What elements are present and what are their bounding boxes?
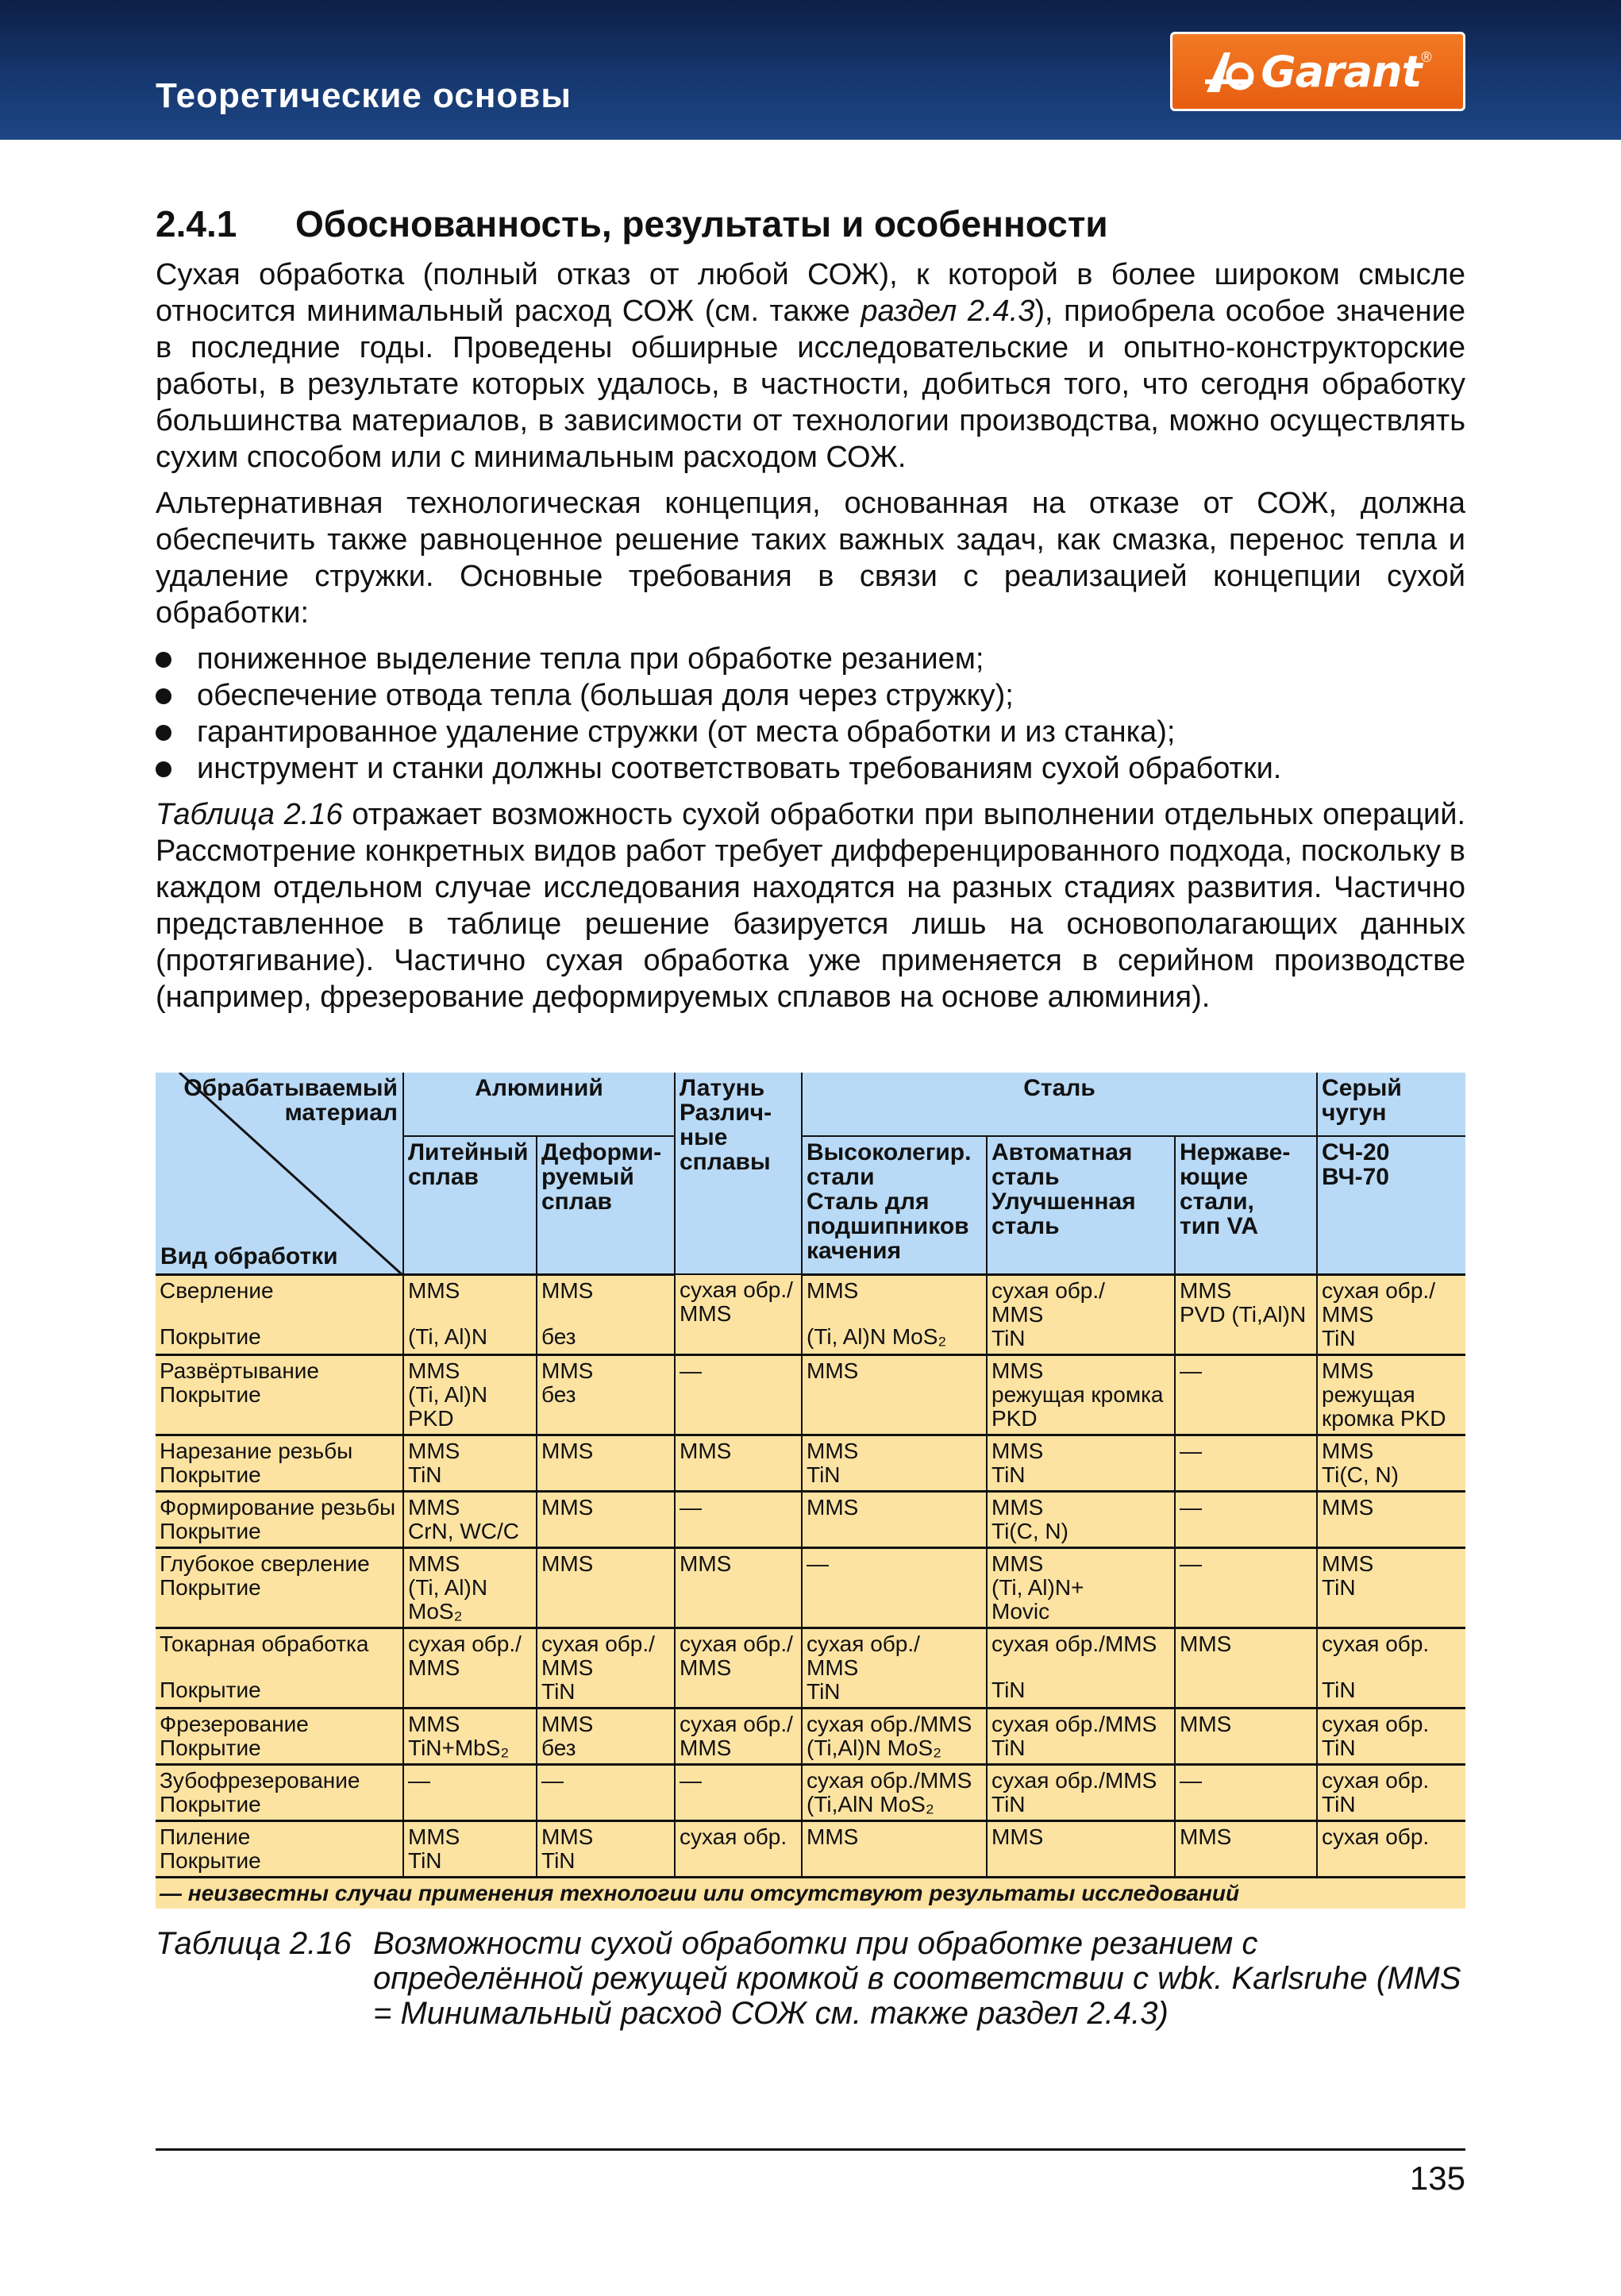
cell-line: сухая обр./ <box>1322 1277 1435 1303</box>
cell-line: Покрытие <box>160 1735 261 1760</box>
table-cell <box>403 1435 537 1491</box>
cell-line: чугун <box>1322 1100 1387 1126</box>
operation-cell <box>156 1764 403 1820</box>
table-cell <box>675 1274 802 1354</box>
cell-line: режущая кромка <box>991 1381 1164 1407</box>
cell-line: стали <box>807 1164 875 1190</box>
col-cast-alloy <box>403 1136 537 1274</box>
cell-line: Нарезание резьбы <box>160 1438 353 1463</box>
cell-line: Глубокое сверление <box>160 1551 370 1576</box>
paragraph-1-text-b: ), приобрела особое значение в последние годы. Проведены обширные исследовательские и опытно-конструкторские работы, в результате которых удалось, в частности, добиться того, что сегодня обработку большинства материалов, в зависимости от технологии производства, можно осуществлять сухим способом или с минимальным расходом СОЖ. <box>156 295 1466 474</box>
table-cell <box>1317 1628 1465 1708</box>
cell-line: MMS <box>680 1735 732 1760</box>
page-header <box>0 0 1621 140</box>
cell-line: Улучшенная <box>991 1188 1136 1215</box>
cell-line: Покрытие <box>160 1791 261 1816</box>
corner-material-label <box>183 1076 398 1125</box>
cell-line: Покрытие <box>160 1381 261 1407</box>
cell-line: — <box>807 1551 829 1576</box>
cell-line: MMS <box>408 1494 460 1520</box>
table-cell <box>403 1547 537 1628</box>
cell-line: сплав <box>408 1164 479 1190</box>
table-cell <box>987 1354 1175 1435</box>
operation-cell <box>156 1628 403 1708</box>
cell-line: сплавы <box>680 1149 771 1175</box>
table-row <box>156 1820 1465 1877</box>
cell-line: TiN <box>991 1677 1026 1702</box>
cell-line: подшипников <box>807 1213 969 1239</box>
cell-line: Movic <box>991 1598 1050 1624</box>
table-cell <box>802 1820 987 1877</box>
cell-line: MMS <box>1180 1711 1232 1736</box>
cell-line: MMS <box>1322 1438 1374 1463</box>
cell-line: Литейный <box>408 1139 529 1165</box>
footer-rule <box>156 2148 1465 2151</box>
requirement-text: обеспечение отвода тепла (большая доля через стружку); <box>197 679 1014 712</box>
cell-line: без <box>541 1323 576 1349</box>
cell-line: Ti(C, N) <box>1322 1462 1399 1487</box>
paragraph-2: Альтернативная технологическая концепция, основанная на отказе от СОЖ, должна обеспечить также равноценное решение таких важных задач, как смазка, перенос тепла и удаление стружки. Основные требования в связи с реализацией концепции сухой обработки: <box>156 487 1465 630</box>
paragraph-3-text: отражает возможность сухой обработки при выполнении отдельных операций. Рассмотрение конкретных видов работ требует дифференцированного подхода, поскольку в каждом отдельном случае исследования находятся на разных стадиях развития. Частично представленное в таблице решение базируется лишь на основополагающих данных (протягивание). Частично сухая обработка уже применяется в серийном производстве (например, фрезерование деформируемых сплавов на основе алюминия). <box>156 798 1465 1014</box>
caption-label: Таблица 2.16 <box>156 1926 352 1961</box>
table-reference: Таблица 2.16 <box>156 798 343 831</box>
cell-line: Обрабатываемый <box>183 1075 398 1101</box>
operation-cell <box>156 1820 403 1877</box>
cell-line: MMS <box>408 1277 460 1303</box>
table-row <box>156 1764 1465 1820</box>
table-cell <box>1317 1820 1465 1877</box>
cell-line: (Ti, Al)N MoS₂ <box>807 1323 947 1349</box>
table-cell <box>675 1628 802 1708</box>
cell-line: TiN <box>991 1462 1026 1487</box>
table-cell <box>675 1435 802 1491</box>
cell-line: сухая обр./ <box>807 1631 920 1656</box>
table-corner-header <box>156 1073 403 1274</box>
cell-line: MMS <box>680 1438 732 1463</box>
table-cell <box>987 1435 1175 1491</box>
table-cell <box>1175 1820 1317 1877</box>
cell-line: MMS <box>408 1824 460 1849</box>
section-reference: раздел 2.4.3 <box>861 295 1035 328</box>
cell-line: Ti(C, N) <box>991 1518 1068 1543</box>
cell-line: Фрезерование <box>160 1711 309 1736</box>
cell-line: Токарная обработка <box>160 1631 369 1656</box>
cell-line: материал <box>284 1100 398 1126</box>
cell-line: режущая <box>1322 1381 1415 1407</box>
cell-line: сухая обр./ <box>991 1277 1105 1303</box>
cell-line: TiN <box>408 1462 442 1487</box>
cell-line: TiN <box>807 1678 841 1704</box>
cell-line: сухая обр./ <box>680 1711 793 1736</box>
table-caption <box>156 1926 1465 2031</box>
cell-line: сухая обр. <box>1322 1824 1430 1849</box>
cell-line <box>408 1303 532 1325</box>
table-cell <box>675 1354 802 1435</box>
paragraph-3 <box>156 796 1465 1015</box>
cell-line: — <box>1180 1438 1202 1463</box>
requirement-item <box>156 641 1465 677</box>
cell-line: TiN <box>1322 1325 1356 1350</box>
table-row <box>156 1628 1465 1708</box>
table-cell <box>1317 1354 1465 1435</box>
table-cell <box>1317 1491 1465 1547</box>
cell-line <box>541 1303 670 1325</box>
cell-line: MMS <box>991 1438 1044 1463</box>
cell-line: Сталь для <box>807 1188 930 1215</box>
page-number: 135 <box>1409 2159 1465 2197</box>
cell-line: сухая обр. <box>1322 1767 1430 1793</box>
table-cell <box>403 1354 537 1435</box>
cell-line: Пиление <box>160 1824 251 1849</box>
cell-line: сталь <box>991 1164 1060 1190</box>
col-high-alloy-steel <box>802 1136 987 1274</box>
garant-logo-icon <box>1203 48 1254 95</box>
cell-line: — <box>1180 1494 1202 1520</box>
cell-line: стали, <box>1180 1188 1254 1215</box>
table-cell <box>987 1708 1175 1764</box>
cell-line: сухая обр./ <box>680 1277 793 1302</box>
table-cell <box>987 1491 1175 1547</box>
table-cell <box>675 1764 802 1820</box>
cell-line: MMS <box>807 1824 859 1849</box>
table-cell <box>1175 1354 1317 1435</box>
table-cell <box>675 1491 802 1547</box>
cell-line: кромка PKD <box>1322 1405 1446 1431</box>
cell-line: качения <box>807 1238 902 1264</box>
cell-line: — <box>680 1767 702 1793</box>
cell-line: Нержаве- <box>1180 1139 1291 1165</box>
table-cell <box>1175 1547 1317 1628</box>
cell-line: MMS <box>680 1655 732 1680</box>
dry-machining-table <box>156 1073 1465 1909</box>
cell-line: TiN <box>807 1462 841 1487</box>
table-cell <box>987 1628 1175 1708</box>
bullet-icon <box>156 725 171 741</box>
table-row <box>156 1435 1465 1491</box>
cell-line: Автоматная <box>991 1139 1133 1165</box>
cell-line: Высоколегир. <box>807 1139 972 1165</box>
cell-line: сухая обр./ <box>680 1631 793 1656</box>
section-number: 2.4.1 <box>156 203 237 245</box>
cell-line: MMS <box>408 1358 460 1383</box>
cell-line <box>160 1303 399 1325</box>
cell-line: CrN, WC/C <box>408 1518 519 1543</box>
table-cell <box>802 1547 987 1628</box>
table-row <box>156 1491 1465 1547</box>
cell-line: Развёртывание <box>160 1358 320 1383</box>
table-row <box>156 1354 1465 1435</box>
cell-line: сухая обр. <box>1322 1631 1430 1656</box>
cell-line: сухая обр./MMS <box>991 1631 1157 1656</box>
col-aluminium: Алюминий <box>403 1073 675 1136</box>
bullet-icon <box>156 652 171 668</box>
col-steel: Сталь <box>802 1073 1317 1136</box>
cell-line: сухая обр./MMS <box>807 1767 972 1793</box>
cell-line: Покрытие <box>160 1518 261 1543</box>
cell-line: MMS <box>991 1824 1044 1849</box>
cell-line: MMS <box>991 1358 1044 1383</box>
table-cell <box>802 1274 987 1354</box>
cell-line: PVD (Ti,Al)N <box>1180 1301 1307 1327</box>
table-cell <box>1175 1628 1317 1708</box>
section-title: Обоснованность, результаты и особенности <box>295 203 1108 245</box>
cell-line: TiN <box>541 1678 576 1704</box>
cell-line: TiN <box>1322 1677 1356 1702</box>
operation-cell <box>156 1491 403 1547</box>
table-cell <box>675 1708 802 1764</box>
cell-line: Деформи- <box>541 1139 662 1165</box>
table-cell <box>1317 1547 1465 1628</box>
cell-line: СЧ-20 <box>1322 1139 1390 1165</box>
requirement-text: гарантированное удаление стружки (от места обработки и из станка); <box>197 715 1176 749</box>
operation-cell <box>156 1547 403 1628</box>
table-cell <box>1317 1764 1465 1820</box>
cell-line: Различ- <box>680 1100 772 1126</box>
garant-logo <box>1170 32 1465 111</box>
table-cell <box>675 1820 802 1877</box>
cell-line: MMS <box>1180 1824 1232 1849</box>
bullet-icon <box>156 761 171 777</box>
header-title: Теоретические основы <box>156 76 572 115</box>
table-cell <box>537 1435 675 1491</box>
cell-line: сплав <box>541 1188 612 1215</box>
cell-line: TiN+MbS₂ <box>408 1735 510 1760</box>
cell-line: MMS <box>807 1438 859 1463</box>
cell-line: сухая обр./MMS <box>991 1767 1157 1793</box>
requirements-list <box>156 641 1465 787</box>
cell-line: MMS <box>1322 1551 1374 1576</box>
table-cell <box>1175 1708 1317 1764</box>
cell-line: сухая обр./MMS <box>991 1711 1157 1736</box>
table-cell <box>403 1820 537 1877</box>
cell-line: сухая обр. <box>680 1824 787 1849</box>
cell-line: (Ti, Al)N <box>408 1381 488 1407</box>
requirement-text: пониженное выделение тепла при обработке резанием; <box>197 642 984 676</box>
table-cell <box>675 1547 802 1628</box>
table-row <box>156 1547 1465 1628</box>
table-body <box>156 1274 1465 1877</box>
cell-line: тип VA <box>1180 1213 1259 1239</box>
cell-line: — <box>1180 1358 1202 1383</box>
requirement-item <box>156 750 1465 787</box>
cell-line: MMS <box>408 1711 460 1736</box>
cell-line: сухая обр. <box>1322 1711 1430 1736</box>
cell-line: MMS <box>807 1358 859 1383</box>
cell-line: Покрытие <box>160 1323 261 1349</box>
cell-line: сухая обр./ <box>541 1631 655 1656</box>
cell-line: — <box>1180 1767 1202 1793</box>
table-cell <box>403 1628 537 1708</box>
cell-line: сталь <box>991 1213 1060 1239</box>
cell-line: MMS <box>991 1301 1044 1327</box>
table-cell <box>403 1708 537 1764</box>
cell-line: — <box>408 1767 430 1793</box>
cell-line: MMS <box>991 1551 1044 1576</box>
cell-line: MMS <box>680 1551 732 1576</box>
cell-line: ющие <box>1180 1164 1249 1190</box>
cell-line: TiN <box>1322 1574 1356 1600</box>
table-cell <box>1175 1491 1317 1547</box>
cell-line: Покрытие <box>160 1677 261 1702</box>
table-cell <box>537 1764 675 1820</box>
table-cell <box>537 1708 675 1764</box>
cell-line: (Ti, Al)N <box>408 1323 488 1349</box>
cell-line: сухая обр./ <box>408 1631 522 1656</box>
cell-line <box>1322 1656 1461 1678</box>
table-cell <box>802 1764 987 1820</box>
table-cell <box>1317 1274 1465 1354</box>
col-grey-iron-grades <box>1317 1136 1465 1274</box>
table-cell <box>1317 1435 1465 1491</box>
cell-line: MMS <box>541 1824 594 1849</box>
table-cell <box>987 1547 1175 1628</box>
paragraph-1-text-a: Сухая обработка (полный отказ от любой СОЖ), к которой в более широком смысле относится минимальный расход СОЖ (см. также <box>156 258 1465 328</box>
cell-line: Покрытие <box>160 1847 261 1873</box>
requirement-item <box>156 714 1465 750</box>
logo-registered-mark: ® <box>1421 48 1432 65</box>
table-cell <box>537 1491 675 1547</box>
cell-line: TiN <box>991 1325 1026 1350</box>
operation-cell <box>156 1435 403 1491</box>
cell-line: MMS <box>1180 1631 1232 1656</box>
table-cell <box>1317 1708 1465 1764</box>
bullet-icon <box>156 688 171 704</box>
cell-line: MMS <box>1322 1301 1374 1327</box>
cell-line: MMS <box>541 1711 594 1736</box>
section-heading <box>156 202 1465 245</box>
cell-line: TiN <box>991 1735 1026 1760</box>
col-wrought-alloy <box>537 1136 675 1274</box>
table-cell <box>1175 1435 1317 1491</box>
cell-line: сухая обр./MMS <box>807 1711 972 1736</box>
cell-line: TiN <box>1322 1735 1356 1760</box>
cell-line: MoS₂ <box>408 1598 463 1624</box>
cell-line <box>991 1656 1170 1678</box>
table-cell <box>1175 1274 1317 1354</box>
cell-line: Серый <box>1322 1075 1402 1101</box>
cell-line: — <box>1180 1551 1202 1576</box>
cell-line: MMS <box>541 1551 594 1576</box>
table-cell <box>987 1274 1175 1354</box>
cell-line: — <box>541 1767 564 1793</box>
cell-line: MMS <box>408 1655 460 1680</box>
cell-line: Зубофрезерование <box>160 1767 360 1793</box>
corner-operation-label: Вид обработки <box>160 1242 338 1269</box>
cell-line: ВЧ-70 <box>1322 1164 1389 1190</box>
cell-line: (Ti,Al)N MoS₂ <box>807 1735 942 1760</box>
col-brass <box>675 1073 802 1274</box>
cell-line: MMS <box>807 1655 859 1680</box>
col-stainless-steel <box>1175 1136 1317 1274</box>
table-cell <box>802 1708 987 1764</box>
cell-line: руемый <box>541 1164 634 1190</box>
col-grey-iron <box>1317 1073 1465 1136</box>
cell-line: MMS <box>541 1494 594 1520</box>
cell-line: MMS <box>1180 1277 1232 1303</box>
table-cell <box>537 1274 675 1354</box>
cell-line: Покрытие <box>160 1462 261 1487</box>
cell-line: PKD <box>408 1405 454 1431</box>
table-footnote: — неизвестны случаи применения технологии или отсутствуют результаты исследований <box>156 1877 1465 1909</box>
operation-cell <box>156 1354 403 1435</box>
table-cell <box>802 1354 987 1435</box>
cell-line <box>160 1656 399 1678</box>
table-cell <box>987 1764 1175 1820</box>
table-cell <box>987 1820 1175 1877</box>
table-cell <box>403 1274 537 1354</box>
cell-line: MMS <box>408 1438 460 1463</box>
cell-line: (Ti,AlN MoS₂ <box>807 1791 934 1816</box>
requirement-text: инструмент и станки должны соответствовать требованиям сухой обработки. <box>197 752 1282 785</box>
paragraph-1 <box>156 256 1465 476</box>
cell-line: без <box>541 1735 576 1760</box>
cell-line <box>807 1303 982 1325</box>
table-cell <box>403 1764 537 1820</box>
table-cell <box>537 1547 675 1628</box>
requirement-item <box>156 677 1465 714</box>
cell-line: — <box>680 1494 702 1520</box>
cell-line: Сверление <box>160 1277 274 1303</box>
table-cell <box>403 1491 537 1547</box>
operation-cell <box>156 1708 403 1764</box>
cell-line: MMS <box>807 1277 859 1303</box>
cell-line: — <box>680 1358 702 1383</box>
cell-line: PKD <box>991 1405 1038 1431</box>
cell-line: MMS <box>1322 1358 1374 1383</box>
table-cell <box>537 1628 675 1708</box>
cell-line: Латунь <box>680 1075 765 1101</box>
table-cell <box>802 1491 987 1547</box>
cell-line: MMS <box>541 1358 594 1383</box>
table-cell <box>537 1820 675 1877</box>
table-cell <box>802 1435 987 1491</box>
table-cell <box>802 1628 987 1708</box>
main-content <box>156 202 1465 1025</box>
cell-line: MMS <box>991 1494 1044 1520</box>
col-free-cutting-steel <box>987 1136 1175 1274</box>
table-row <box>156 1274 1465 1354</box>
cell-line: Покрытие <box>160 1574 261 1600</box>
cell-line: ные <box>680 1124 728 1150</box>
cell-line: Формирование резьбы <box>160 1494 396 1520</box>
cell-line: MMS <box>541 1277 594 1303</box>
cell-line: MMS <box>541 1438 594 1463</box>
cell-line: MMS <box>541 1655 594 1680</box>
table-row <box>156 1708 1465 1764</box>
cell-line: TiN <box>991 1791 1026 1816</box>
table-cell <box>1175 1764 1317 1820</box>
cell-line: (Ti, Al)N <box>408 1574 488 1600</box>
cell-line: TiN <box>1322 1791 1356 1816</box>
cell-line: TiN <box>408 1847 442 1873</box>
table-cell <box>537 1354 675 1435</box>
caption-text: Возможности сухой обработки при обработке резанием с определённой режущей кромкой в соответствии с wbk. Karlsruhe (MMS = Минимальный расход СОЖ см. также раздел 2.4.3) <box>373 1926 1461 2031</box>
cell-line: MMS <box>408 1551 460 1576</box>
cell-line: MMS <box>807 1494 859 1520</box>
logo-text: Garant <box>1261 46 1422 97</box>
cell-line: MMS <box>1322 1494 1374 1520</box>
operation-cell <box>156 1274 403 1354</box>
cell-line: без <box>541 1381 576 1407</box>
cell-line: (Ti, Al)N+ <box>991 1574 1084 1600</box>
cell-line: TiN <box>541 1847 576 1873</box>
cell-line: MMS <box>680 1301 732 1326</box>
